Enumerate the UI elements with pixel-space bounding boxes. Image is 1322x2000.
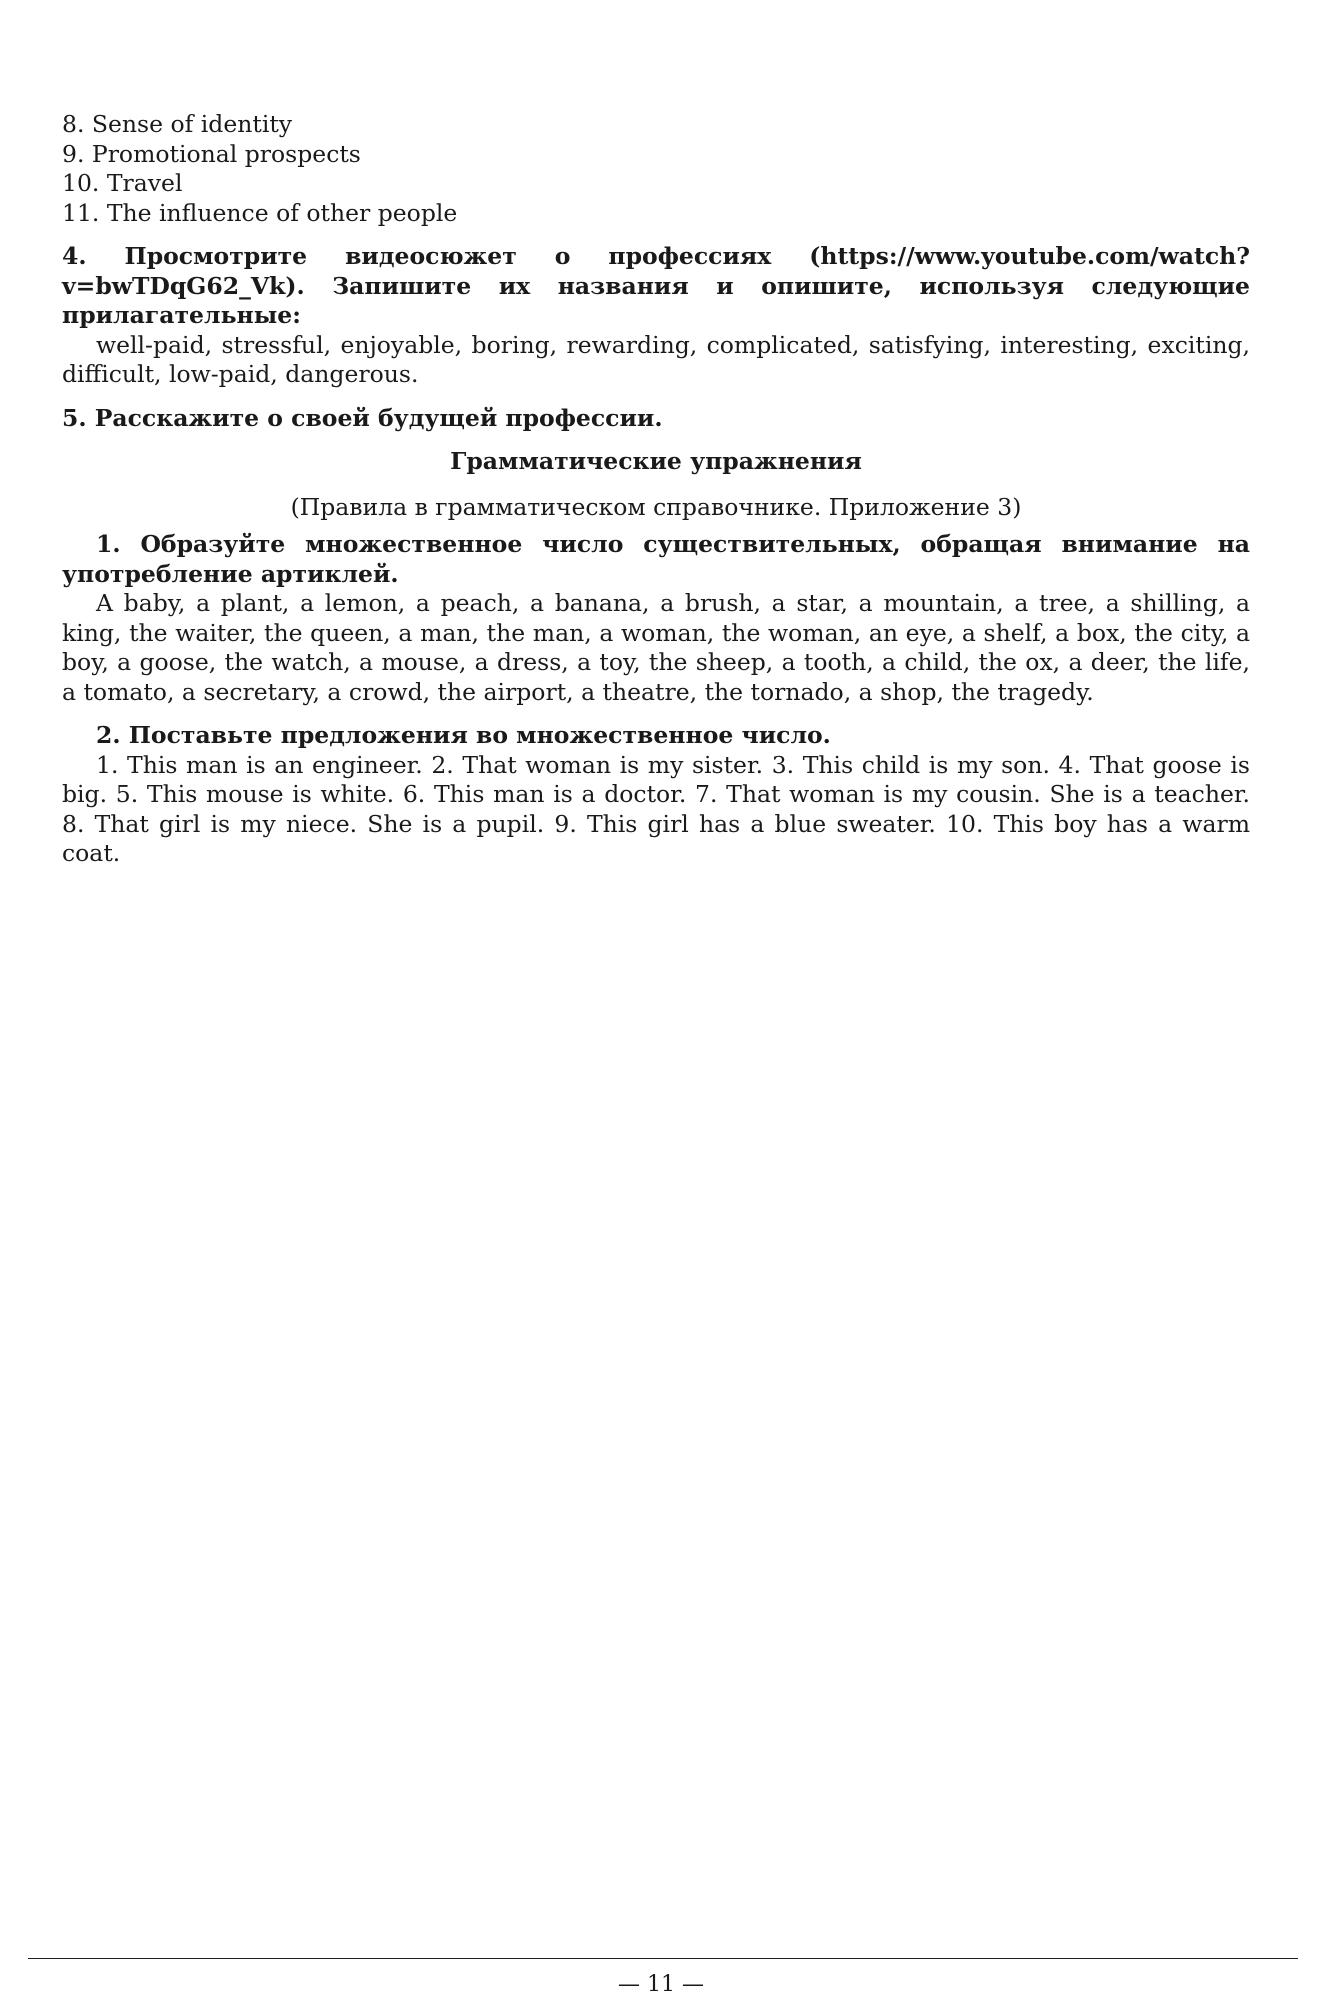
list-item: 10. Travel	[62, 169, 183, 197]
spacer	[62, 477, 1250, 493]
grammar-section-subtitle: (Правила в грамматическом справочнике. Приложение 3)	[290, 492, 1022, 521]
exercise-2-body: 1. This man is an engineer. 2. That woman is my sister. 3. This child is my son. 4. That goose is big. 5. This mouse is white. 6. This man is a doctor. 7. That woman is my cousin. She is a teacher. 8. That girl is my niece. She is a pupil. 9. This girl has a blue sweater. 10. This boy has a warm coat.	[62, 750, 1250, 867]
page-content	[62, 110, 1250, 869]
task-4-heading: 4. Просмотрите видеосюжет о профессиях (https://www.youtube.com/watch?v=bwTDqG62_Vk). Запишите их названия и опишите, используя следующие прилагательные:	[62, 242, 1250, 329]
task-5-heading: 5. Расскажите о своей будущей профессии.	[62, 403, 663, 432]
spacer	[62, 228, 1250, 242]
page-number: — 11 —	[618, 1972, 704, 1997]
list-item: 9. Promotional prospects	[62, 139, 361, 168]
list-item: 8. Sense of identity	[62, 110, 293, 138]
task-4-body: well-paid, stressful, enjoyable, boring, rewarding, complicated, satisfying, interesting, exciting, difficult, low-paid, dangerous.	[62, 330, 1250, 388]
spacer	[62, 433, 1250, 447]
numbered-list	[62, 110, 1250, 228]
list-item: 11. The influence of other people	[62, 198, 458, 227]
spacer	[62, 707, 1250, 721]
footer-divider	[28, 1958, 1298, 1959]
exercise-1-heading: 1. Образуйте множественное число существительных, обращая внимание на употребление артиклей.	[62, 530, 1250, 588]
exercise-1	[62, 530, 1250, 707]
exercise-2	[62, 721, 1250, 869]
task-4	[62, 242, 1250, 390]
exercise-2-heading: 2. Поставьте предложения во множественное число.	[96, 721, 831, 749]
spacer	[62, 522, 1250, 530]
spacer	[62, 390, 1250, 404]
grammar-section-title: Грамматические упражнения	[450, 447, 862, 475]
exercise-1-body: A baby, a plant, a lemon, a peach, a banana, a brush, a star, a mountain, a tree, a shilling, a king, the waiter, the queen, a man, the man, a woman, the woman, an eye, a shelf, a box, the city, a boy, a goose, the watch, a mouse, a dress, a toy, the sheep, a tooth, a child, the ox, a deer, the life, a tomato, a secretary, a crowd, the airport, a theatre, the tornado, a shop, the tragedy.	[62, 589, 1250, 706]
